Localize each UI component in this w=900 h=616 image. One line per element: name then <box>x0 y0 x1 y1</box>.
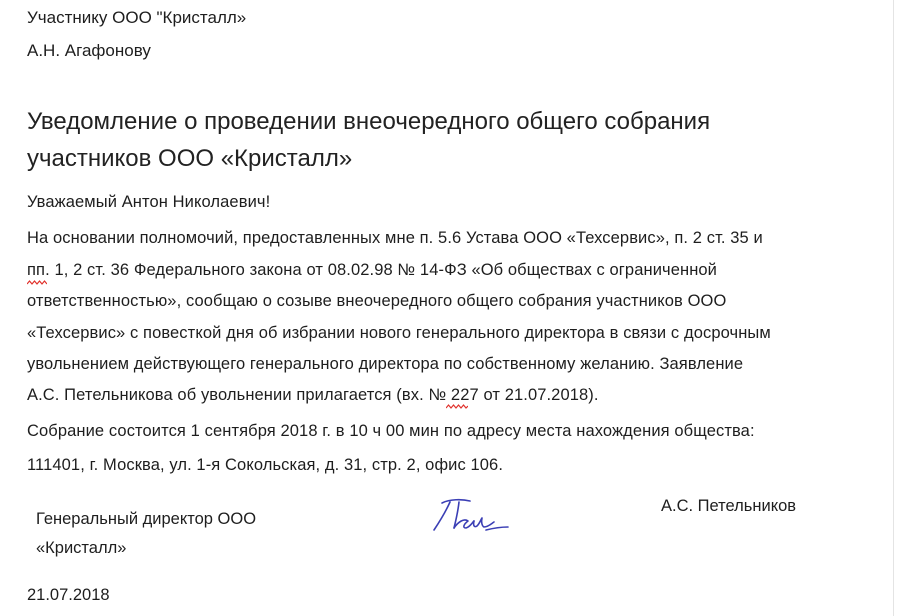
paragraph-1-line-2: пп. 1, 2 ст. 36 Федерального закона от 08.02.98 № 14-ФЗ «Об обществах с ограниченной <box>27 261 717 279</box>
notice-title-line-1: Уведомление о проведении внеочередного общего собрания <box>27 108 711 135</box>
signer-name: А.С. Петельников <box>661 497 797 515</box>
paragraph-2-line-2: 111401, г. Москва, ул. 1-я Сокольская, д. 31, стр. 2, офис 106. <box>27 456 504 474</box>
signer-position-line-1: Генеральный директор ООО <box>36 510 257 528</box>
handwritten-signature <box>428 497 510 537</box>
paragraph-1-line-5: увольнением действующего генерального директора по собственному желанию. Заявление <box>27 355 744 373</box>
page-edge-divider <box>893 0 894 616</box>
recipient-line-2: А.Н. Агафонову <box>27 41 151 60</box>
document-date: 21.07.2018 <box>27 586 110 604</box>
spellcheck-underline-vh <box>446 404 468 410</box>
paragraph-1-line-1: На основании полномочий, предоставленных мне п. 5.6 Устава ООО «Техсервис», п. 2 ст. 35 и <box>27 229 763 247</box>
recipient-line-1: Участнику ООО "Кристалл» <box>27 8 247 27</box>
notice-title-line-2: участников ООО «Кристалл» <box>27 145 353 172</box>
greeting: Уважаемый Антон Николаевич! <box>27 193 271 211</box>
signer-position-line-2: «Кристалл» <box>36 539 127 557</box>
paragraph-1-line-4: «Техсервис» с повесткой дня об избрании нового генерального директора в связи с досрочным <box>27 324 771 342</box>
paragraph-1-line-3: ответственностью», сообщаю о созыве внеочередного общего собрания участников ООО <box>27 292 727 310</box>
paragraph-1-line-6: А.С. Петельникова об увольнении прилагается (вх. № 227 от 21.07.2018). <box>27 386 599 404</box>
spellcheck-underline-pp <box>27 280 47 286</box>
paragraph-2-line-1: Собрание состоится 1 сентября 2018 г. в 10 ч 00 мин по адресу места нахождения общества: <box>27 422 755 440</box>
